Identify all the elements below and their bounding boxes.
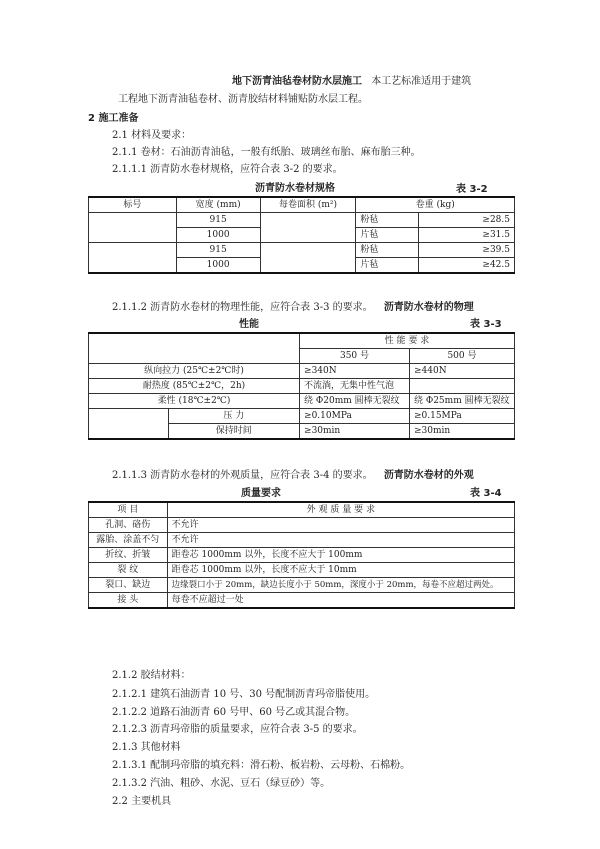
table-row: 接 头 每卷不应超过一处 bbox=[89, 593, 515, 609]
header-item: 项 目 bbox=[89, 502, 168, 518]
table-row: 915 粉毡 ≥39.5 bbox=[89, 243, 515, 258]
paragraph-2-1-2-1: 2.1.2.1 建筑石油沥青 10 号、30 号配制沥青玛帝脂使用。 bbox=[112, 689, 376, 700]
table-row: 耐热度 (85℃±2℃，2h) 不流淌，无集中性气泡 bbox=[89, 379, 515, 394]
intro-line-1 bbox=[232, 72, 471, 87]
header-appearance: 外 观 质 量 要 求 bbox=[167, 502, 514, 518]
paragraph-2-1-3: 2.1.3 其他材料 bbox=[112, 742, 181, 753]
header-500: 500 号 bbox=[409, 349, 514, 364]
header-weight: 卷重 (kg) bbox=[356, 197, 515, 213]
table-3-3-title-part-2: 性能 bbox=[239, 319, 259, 330]
table-3-3-number: 表 3-3 bbox=[470, 319, 502, 330]
paragraph-2-1: 2.1 材料及要求： bbox=[112, 130, 192, 141]
header-width: 宽度 (mm) bbox=[176, 197, 260, 213]
table-row: 1000 片毡 ≥31.5 bbox=[89, 228, 515, 243]
table-row: 柔性 (18℃±2℃) 绕 Φ20mm 圆棒无裂纹 绕 Φ25mm 圆棒无裂纹 bbox=[89, 394, 515, 409]
table-row: 1000 片毡 ≥42.5 bbox=[89, 258, 515, 274]
table-row: 压 力 ≥0.10MPa ≥0.15MPa bbox=[89, 409, 515, 424]
table-row: 保持时间 ≥30min ≥30min bbox=[89, 424, 515, 440]
table-header-row bbox=[89, 502, 515, 518]
header-grade: 标号 bbox=[89, 197, 177, 213]
table-3-2 bbox=[88, 196, 515, 274]
intro-line-2: 工程地下沥青油毡卷材、沥青胶结材料铺贴防水层工程。 bbox=[118, 94, 368, 105]
table-3-4 bbox=[88, 501, 515, 609]
header-350: 350 号 bbox=[300, 349, 410, 364]
table-row: 孔洞、硌伤 不允许 bbox=[89, 518, 515, 533]
paragraph-2-1-1: 2.1.1 卷材：石油沥青油毡，一般有纸胎、玻璃丝布胎、麻布胎三种。 bbox=[112, 147, 421, 158]
paragraph-2-2: 2.2 主要机具 bbox=[112, 796, 172, 807]
table-header-row bbox=[89, 197, 515, 213]
table-3-3 bbox=[88, 332, 515, 440]
paragraph-2-1-3-2: 2.1.3.2 汽油、粗砂、水泥、豆石（绿豆砂）等。 bbox=[112, 778, 331, 789]
document-title: 地下沥青油毡卷材防水层施工 bbox=[232, 76, 362, 87]
table-3-4-number: 表 3-4 bbox=[470, 488, 502, 499]
paragraph-2-1-1-3: 2.1.1.3 沥青防水卷材的外观质量，应符合表 3-4 的要求。 沥青防水卷材的外观 bbox=[112, 470, 474, 481]
header-area: 每卷面积 (m²) bbox=[260, 197, 356, 213]
section-heading: 2 施工准备 bbox=[88, 113, 139, 124]
table-row: 露胎、涂盖不匀 不允许 bbox=[89, 533, 515, 548]
table-3-4-title-part-2: 质量要求 bbox=[241, 488, 281, 499]
table-3-2-title: 沥青防水卷材规格 bbox=[255, 183, 335, 194]
paragraph-2-1-2: 2.1.2 胶结材料： bbox=[112, 670, 191, 681]
header-perf-req: 性 能 要 求 bbox=[300, 333, 515, 349]
table-row: 折纹、折皱 距卷芯 1000mm 以外，长度不应大于 100mm bbox=[89, 548, 515, 563]
table-3-2-number: 表 3-2 bbox=[456, 184, 488, 195]
table-3-4-title-part-1: 沥青防水卷材的外观 bbox=[383, 470, 474, 481]
table-3-3-title-part-1: 沥青防水卷材的物理 bbox=[383, 302, 474, 313]
table-row: 915 粉毡 ≥28.5 bbox=[89, 213, 515, 228]
table-row: 裂口、缺边 边缘裂口小于 20mm，缺边长度小于 50mm，深度小于 20mm，每卷不应超过两处。 bbox=[89, 578, 515, 593]
intro-text: 本工艺标准适用于建筑 bbox=[371, 76, 472, 87]
table-row: 纵向拉力 (25℃±2℃时) ≥340N ≥440N bbox=[89, 364, 515, 379]
paragraph-2-1-3-1: 2.1.3.1 配制玛帝脂的填充料：滑石粉、板岩粉、云母粉、石棉粉。 bbox=[112, 760, 411, 771]
paragraph-2-1-2-2: 2.1.2.2 道路石油沥青 60 号甲、60 号乙或其混合物。 bbox=[112, 707, 356, 718]
paragraph-2-1-2-3: 2.1.2.3 沥青玛帝脂的质量要求，应符合表 3-5 的要求。 bbox=[112, 724, 363, 735]
table-row: 裂 纹 距卷芯 1000mm 以外，长度不应大于 10mm bbox=[89, 563, 515, 578]
paragraph-2-1-1-2: 2.1.1.2 沥青防水卷材的物理性能，应符合表 3-3 的要求。 沥青防水卷材的物理 bbox=[112, 302, 474, 313]
paragraph-2-1-1-1: 2.1.1.1 沥青防水卷材规格，应符合表 3-2 的要求。 bbox=[112, 164, 343, 175]
